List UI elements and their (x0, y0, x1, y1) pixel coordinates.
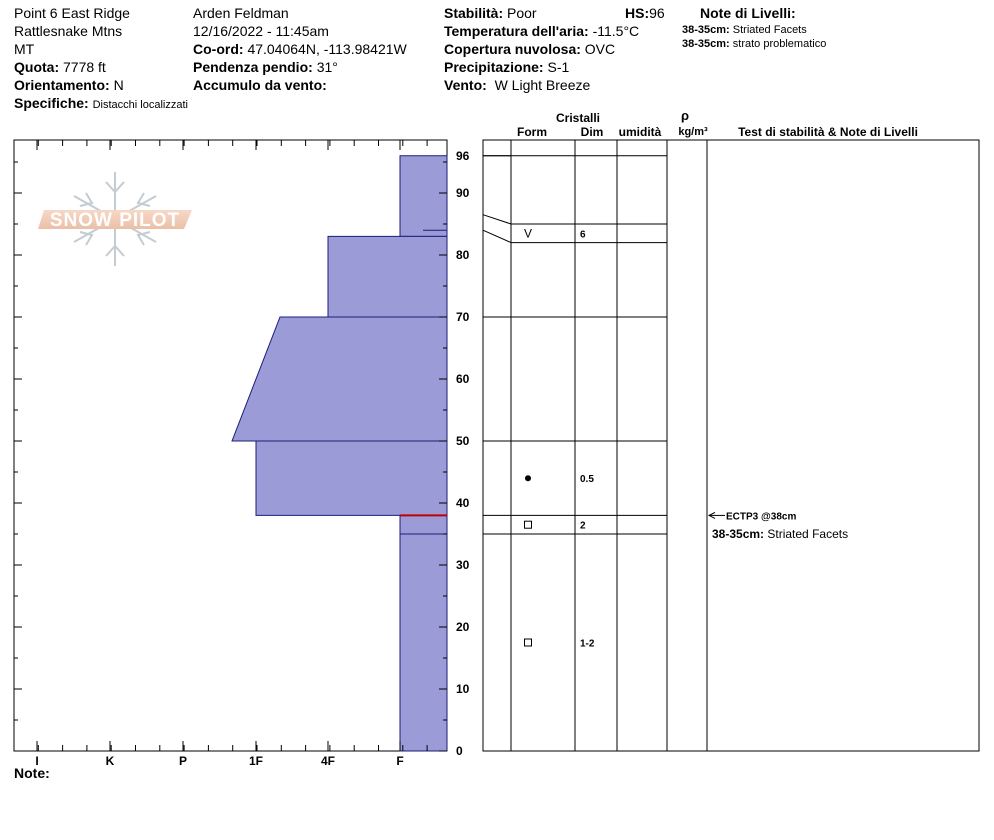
crystal-form-facet (525, 521, 532, 528)
crystal-form-depth-hoar: V (523, 226, 533, 241)
crystal-form-rounded (525, 475, 531, 481)
snowpilot-logo (38, 172, 192, 266)
precipitation: Precipitazione: S-1 (444, 59, 570, 75)
air-temperature: Temperatura dell'aria: -11.5°C (444, 23, 640, 39)
aspect: Orientamento: N (14, 77, 124, 93)
logo-text: SNOW PILOT (49, 210, 181, 231)
stability: Stabilità: Poor (444, 5, 537, 21)
rho-header: ρ (680, 108, 690, 123)
hardness-tick-label: F (396, 754, 404, 768)
height-tick-label: 10 (456, 682, 470, 696)
height-tick-label: 50 (456, 434, 470, 448)
table-connector-line (483, 230, 511, 242)
layer-note-label: 38-35cm: Striated Facets (712, 527, 849, 541)
layer-note-2: 38-35cm: strato problematico (682, 38, 827, 50)
form-header: Form (517, 125, 547, 139)
height-tick-label: 70 (456, 310, 470, 324)
hardness-tick-label: K (105, 754, 115, 768)
specifics: Specifiche: Distacchi localizzati (14, 95, 188, 111)
observation-datetime: 12/16/2022 - 11:45am (193, 23, 329, 39)
crystal-size-label: 1-2 (580, 638, 595, 650)
footer-note-label: Note: (14, 765, 50, 781)
moisture-header: umidità (618, 125, 662, 139)
hardness-tick-label: P (178, 754, 188, 768)
hardness-layer (400, 156, 447, 237)
hardness-profile (232, 156, 447, 751)
hardness-layer (232, 317, 447, 441)
snow-height: HS:96 (625, 5, 665, 21)
hardness-tick-label: I (35, 754, 39, 768)
crystal-size-label: 2 (580, 520, 586, 532)
layer-note-1: 38-35cm: Striated Facets (682, 24, 807, 36)
crystal-size-label: 6 (580, 229, 586, 241)
hardness-layer (256, 441, 447, 515)
height-tick-label: 30 (456, 558, 470, 572)
tests-header: Test di stabilità & Note di Livelli (738, 125, 918, 139)
hardness-layer (400, 515, 447, 751)
layer-notes-title: Note di Livelli: (700, 5, 796, 21)
coordinates: Co-ord: 47.04064N, -113.98421W (193, 41, 407, 57)
range-name: Rattlesnake Mtns (14, 23, 123, 39)
density-unit-header: kg/m³ (678, 126, 708, 138)
hardness-tick-label: 1F (248, 754, 264, 768)
elevation: Quota: 7778 ft (14, 59, 106, 75)
cloud-cover: Copertura nuvolosa: OVC (444, 41, 616, 57)
crystal-size-label: 0.5 (580, 474, 594, 486)
location-name: Point 6 East Ridge (14, 5, 130, 21)
stability-test-label: ECTP3 @38cm (726, 511, 797, 523)
hardness-layer (328, 236, 447, 317)
layer-table-frame (483, 140, 979, 751)
height-tick-label: 40 (456, 496, 470, 510)
hardness-tick-label: 4F (320, 754, 336, 768)
dim-header: Dim (580, 125, 604, 139)
height-tick-label: 96 (456, 148, 470, 163)
height-tick-label: 60 (456, 372, 470, 386)
height-tick-label: 0 (456, 744, 463, 758)
height-tick-label: 20 (456, 620, 470, 634)
wind-loading: Accumulo da vento: (193, 77, 327, 93)
slope-angle: Pendenza pendio: 31° (193, 59, 338, 75)
height-tick-label: 80 (456, 248, 470, 262)
table-connector-line (483, 215, 511, 224)
height-tick-label: 90 (456, 186, 470, 200)
crystals-header: Cristalli (555, 111, 601, 125)
observer-name: Arden Feldman (193, 5, 289, 21)
state-name: MT (14, 41, 35, 57)
layer-table (483, 140, 848, 751)
wind: Vento: W Light Breeze (444, 77, 591, 93)
crystal-form-facet (525, 639, 532, 646)
